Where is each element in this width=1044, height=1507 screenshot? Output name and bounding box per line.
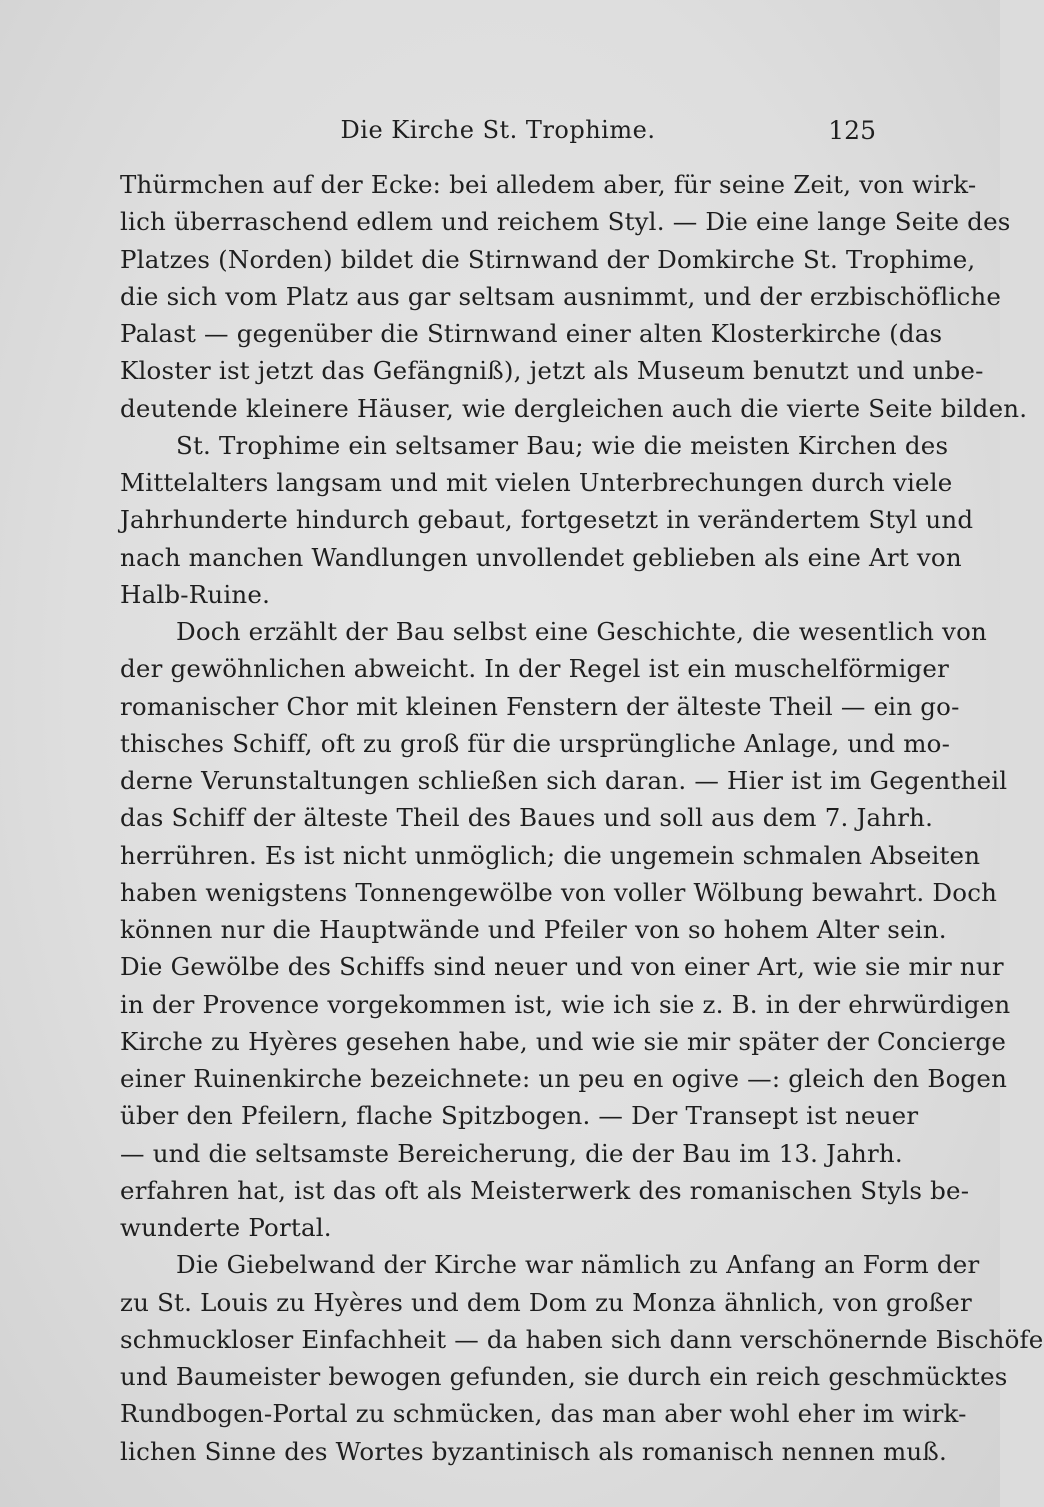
text-line: Thürmchen auf der Ecke: bei alledem aber, für seine Zeit, von wirk-: [120, 170, 977, 199]
text-line: — und die seltsamste Bereicherung, die der Bau im 13. Jahrh.: [120, 1138, 903, 1168]
paragraph: [120, 427, 974, 613]
text-line: Rundbogen-Portal zu schmücken, das man aber wohl eher im wirk-: [120, 1399, 967, 1429]
text-line: schmuckloser Einfachheit — da haben sich dann verschönernde Bischöfe: [120, 1324, 1044, 1354]
text-line: Palast — gegenüber die Stirnwand einer alten Klosterkirche (das: [120, 319, 943, 348]
text-line: Mittelalters langsam und mit vielen Unterbrechungen durch viele: [120, 468, 953, 497]
text-line: deutende kleinere Häuser, wie dergleichen auch die vierte Seite bilden.: [120, 393, 1028, 423]
paragraph: [120, 1246, 1044, 1470]
text-line: thisches Schiff, oft zu groß für die ursprüngliche Anlage, und mo-: [120, 728, 951, 758]
paragraph: [120, 613, 1011, 1246]
text-line: derne Verunstaltungen schließen sich daran. — Hier ist im Gegentheil: [120, 766, 1008, 795]
text-line: nach manchen Wandlungen unvollendet geblieben als eine Art von: [120, 542, 962, 572]
text-line: lich überraschend edlem und reichem Styl. — Die eine lange Seite des: [120, 207, 1011, 237]
text-line: der gewöhnlichen abweicht. In der Regel ist ein muschelförmiger: [120, 654, 950, 684]
text-line: herrühren. Es ist nicht unmöglich; die ungemein schmalen Abseiten: [120, 840, 981, 870]
text-line: haben wenigstens Tonnengewölbe von voller Wölbung bewahrt. Doch: [120, 877, 998, 907]
text-line: können nur die Hauptwände und Pfeiler von so hohem Alter sein.: [120, 915, 947, 944]
text-line: romanischer Chor mit kleinen Fenstern der älteste Theil — ein go-: [120, 691, 960, 721]
running-title: Die Kirche St. Trophime.: [340, 116, 656, 144]
text-line: über den Pfeilern, flache Spitzbogen. — Der Transept ist neuer: [120, 1101, 919, 1131]
text-line: Halb-Ruine.: [120, 579, 271, 609]
text-line: einer Ruinenkirche bezeichnete: un peu en ogive —: gleich den Bogen: [120, 1064, 1008, 1093]
text-line: und Baumeister bewogen gefunden, sie durch ein reich geschmücktes: [120, 1362, 1008, 1391]
text-line: das Schiff der älteste Theil des Baues und soll aus dem 7. Jahrh.: [120, 803, 934, 833]
text-line: Doch erzählt der Bau selbst eine Geschichte, die wesentlich von: [176, 617, 988, 646]
text-line: Die Gewölbe des Schiffs sind neuer und von einer Art, wie sie mir nur: [120, 952, 1004, 982]
text-line: die sich vom Platz aus gar seltsam ausnimmt, und der erzbischöfliche: [120, 281, 1002, 311]
running-head: [120, 116, 876, 152]
text-line: in der Provence vorgekommen ist, wie ich sie z. B. in der ehrwürdigen: [120, 989, 1011, 1019]
text-line: Kirche zu Hyères gesehen habe, und wie sie mir später der Concierge: [120, 1026, 1007, 1056]
text-line: zu St. Louis zu Hyères und dem Dom zu Monza ähnlich, von großer: [120, 1287, 972, 1317]
paragraph: [120, 166, 1028, 427]
text-line: wunderte Portal.: [120, 1213, 332, 1242]
text-line: Die Giebelwand der Kirche war nämlich zu Anfang an Form der: [176, 1250, 980, 1280]
text-line: lichen Sinne des Wortes byzantinisch als romanisch nennen muß.: [120, 1436, 947, 1466]
text-line: Kloster ist jetzt das Gefängniß), jetzt als Museum benutzt und unbe-: [120, 356, 984, 386]
text-line: Platzes (Norden) bildet die Stirnwand der Domkirche St. Trophime,: [120, 244, 976, 274]
body-text: [120, 166, 1044, 1470]
text-line: Jahrhunderte hindurch gebaut, fortgesetzt in verändertem Styl und: [120, 505, 974, 535]
text-line: St. Trophime ein seltsamer Bau; wie die meisten Kirchen des: [176, 430, 949, 460]
text-line: erfahren hat, ist das oft als Meisterwerk des romanischen Styls be-: [120, 1175, 970, 1205]
page-number: 125: [828, 116, 876, 145]
